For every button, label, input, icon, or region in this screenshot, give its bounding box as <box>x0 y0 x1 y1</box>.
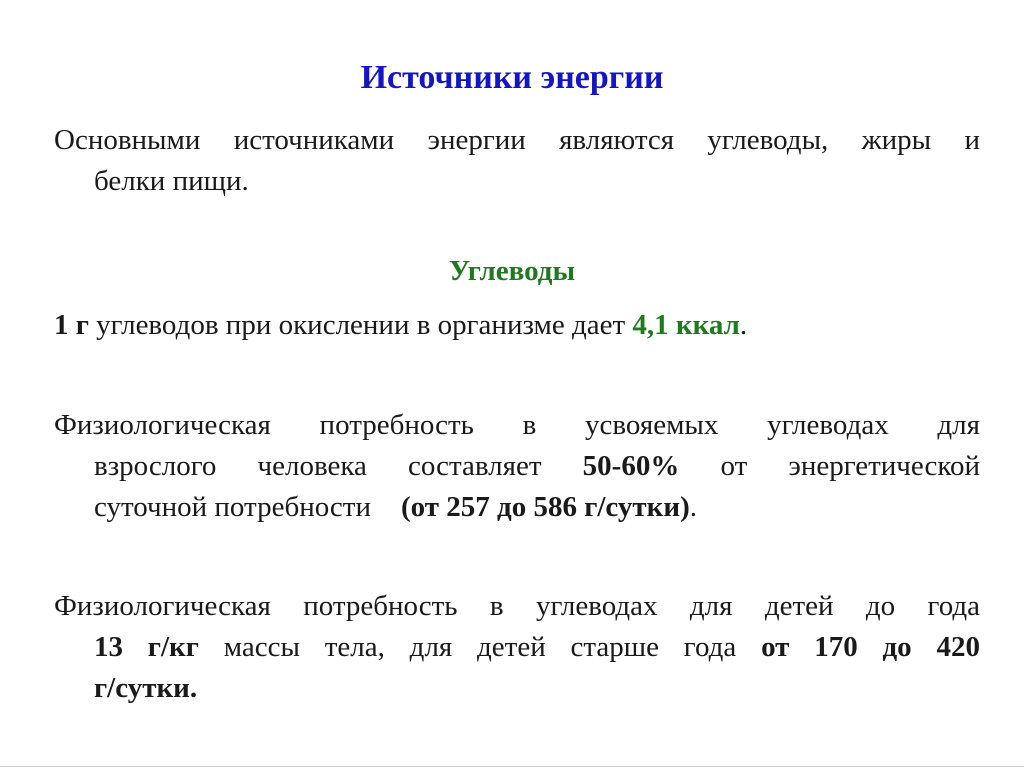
intro-line-1: Основными источниками энергии являются углеводы, жиры и <box>54 124 980 156</box>
children-line-1: Физиологическая потребность в углеводах для детей до года <box>54 590 980 622</box>
adult-line-2-end: от энергетической <box>679 450 980 482</box>
adult-percent: 50-60% <box>582 450 680 482</box>
section-subtitle: Углеводы <box>448 255 576 287</box>
adult-requirement-paragraph <box>54 405 980 528</box>
adult-range: (от 257 до 586 г/сутки) <box>401 491 690 523</box>
fact-text: углеводов при окислении в организме дает <box>88 309 633 341</box>
fact-end: . <box>739 309 748 341</box>
children-range: от 170 до 420 <box>761 631 980 663</box>
slide-title: Источники энергии <box>360 59 664 96</box>
adult-line-3-text: суточной потребности <box>94 491 372 523</box>
adult-line-3 <box>54 487 980 528</box>
children-requirement-paragraph <box>54 586 980 709</box>
adult-line-1: Физиологическая потребность в усвояемых углеводах для <box>54 409 980 441</box>
children-line-2 <box>54 627 980 668</box>
adult-line-2 <box>54 446 980 487</box>
adult-line-2-text: взрослого человека составляет <box>94 450 583 482</box>
children-amount: 13 г/кг <box>94 631 199 663</box>
children-line-3: г/сутки. <box>94 672 198 704</box>
fact-energy: 4,1 ккал <box>632 309 740 341</box>
energy-fact <box>54 305 980 346</box>
fact-amount: 1 г <box>54 309 89 341</box>
adult-line-3-end: . <box>689 491 697 523</box>
children-line-2-text: массы тела, для детей старше года <box>198 631 762 663</box>
intro-line-2: белки пищи. <box>94 165 249 197</box>
intro-paragraph <box>54 120 980 202</box>
